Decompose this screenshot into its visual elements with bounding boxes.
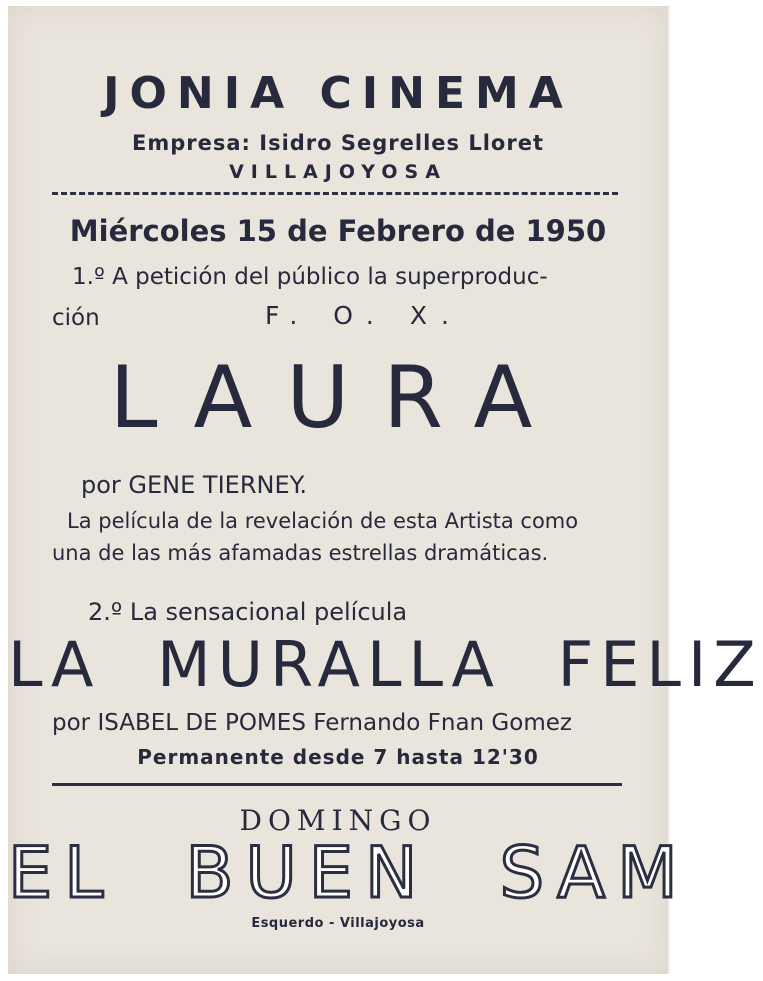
first-feature-description-line1: La película de la revelación de esta Artista como	[67, 509, 579, 533]
show-date: Miércoles 15 de Febrero de 1950	[69, 214, 607, 248]
next-feature-title: EL BUEN SAM	[8, 832, 690, 914]
first-feature-title: LAURA	[109, 348, 567, 448]
first-feature-intro: 1.º A petición del público la superproduc-	[72, 264, 548, 290]
next-show-day: DOMINGO	[239, 804, 437, 837]
printer-credit: Esquerdo - Villajoyosa	[251, 916, 425, 931]
second-feature-cast: por ISABEL DE POMES Fernando Fnan Gomez	[52, 710, 572, 736]
cinema-name: JONIA CINEMA	[103, 68, 573, 119]
company-line: Empresa: Isidro Segrelles Lloret	[132, 131, 544, 155]
first-feature-cast: por GENE TIERNEY.	[81, 471, 308, 499]
bottom-divider	[52, 783, 622, 786]
screening-hours: Permanente desde 7 hasta 12'30	[137, 745, 539, 769]
cinema-handbill	[8, 6, 763, 974]
first-feature-intro-continued: ción	[52, 305, 100, 331]
studio-name: F. O. X.	[265, 301, 463, 330]
second-feature-intro: 2.º La sensacional película	[88, 598, 408, 626]
top-divider	[52, 192, 618, 195]
second-feature-title: LA MURALLA FELIZ	[8, 628, 763, 701]
town-name: VILLAJOYOSA	[229, 161, 447, 183]
first-feature-description-line2: una de las más afamadas estrellas dramáticas.	[52, 541, 549, 565]
